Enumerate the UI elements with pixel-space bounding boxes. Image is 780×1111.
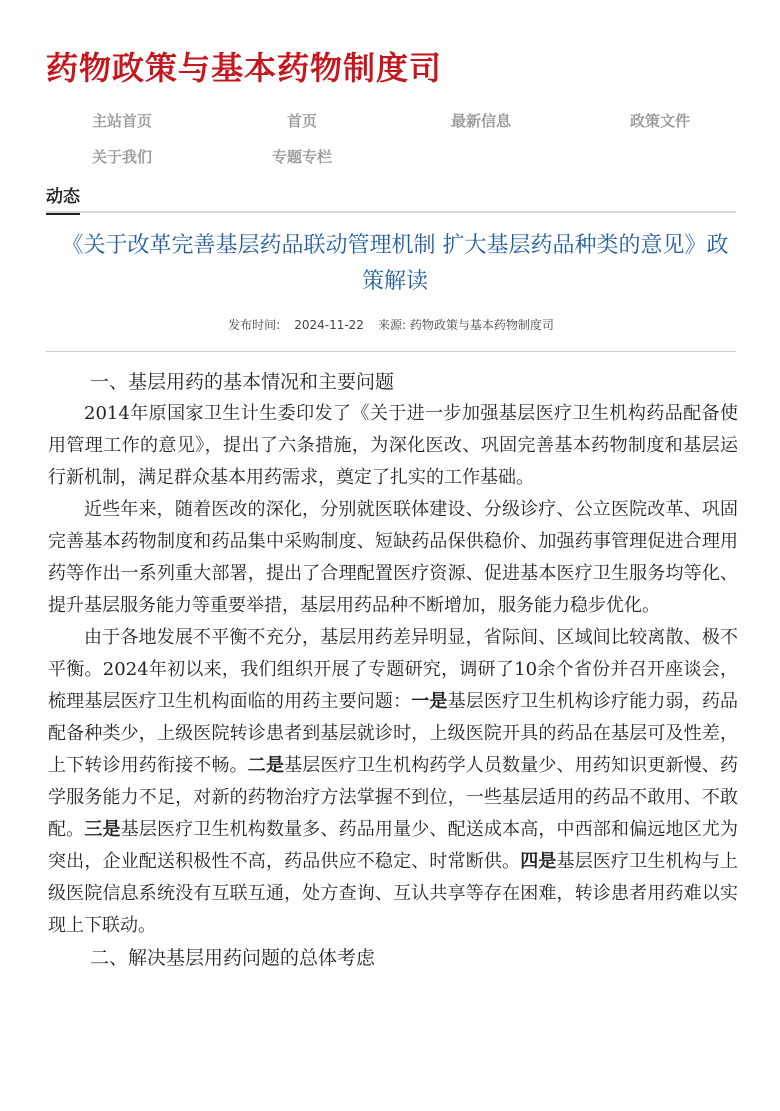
meta-divider — [46, 351, 736, 352]
point-text: 基层医疗卫生机构诊疗能力弱，药品配备种类少，上级医院转诊患者到基层就诊时，上级医院开具的药品在基层可及性差，上下转诊用药衔接不畅。 — [48, 691, 739, 776]
article-meta — [46, 315, 736, 335]
publish-date-label: 发布时间: — [228, 318, 281, 332]
article-body — [48, 366, 738, 974]
publish-date: 2024-11-22 — [294, 318, 364, 332]
paragraph: 2014年原国家卫生计生委印发了《关于进一步加强基层医疗卫生机构药品配备使用管理工作的意见》，提出了六条措施，为深化医改、巩固完善基本药物制度和基层运行新机制，满足群众基本用药需求，奠定了扎实的工作基础。 — [48, 403, 738, 488]
nav-item-home[interactable]: 首页 — [286, 112, 317, 130]
nav-item-latest-info[interactable]: 最新信息 — [450, 112, 511, 130]
point-marker: 二是 — [247, 755, 285, 776]
point-text: 基层医疗卫生机构与上级医院信息系统没有互联互通，处方查询、互认共享等存在困难，转诊患者用药难以实现上下联动。 — [48, 851, 739, 936]
nav-item-policy-documents[interactable]: 政策文件 — [629, 112, 690, 130]
point-marker: 一是 — [411, 691, 448, 712]
section-heading: 一、基层用药的基本情况和主要问题 — [90, 371, 395, 393]
section-heading: 二、解决基层用药问题的总体考虑 — [90, 947, 376, 969]
point-text: 基层医疗卫生机构数量多、药品用量少、配送成本高，中西部和偏远地区尤为突出，企业配送积极性不高，药品供应不稳定、时常断供。 — [48, 819, 739, 872]
source-label: 来源: — [377, 318, 406, 332]
point-marker: 四是 — [520, 851, 557, 872]
point-marker: 三是 — [84, 819, 121, 840]
nav-item-about-us[interactable]: 关于我们 — [91, 148, 152, 166]
paragraph — [48, 622, 738, 942]
paragraph: 近些年来，随着医改的深化，分别就医联体建设、分级诊疗、公立医院改革、巩固完善基本药物制度和药品集中采购制度、短缺药品保供稳价、加强药事管理促进合理用药等作出一系列重大部署，提出了合理配置医疗资源、促进基本医疗卫生服务均等化、提升基层服务能力等重要举措，基层用药品种不断增加，服务能力稳步优化。 — [48, 499, 738, 616]
nav-item-main-site-home[interactable]: 主站首页 — [91, 112, 152, 130]
site-title[interactable]: 药物政策与基本药物制度司 — [46, 49, 443, 87]
point-text: 基层医疗卫生机构药学人员数量少、用药知识更新慢、药学服务能力不足，对新的药物治疗方法掌握不到位，一些基层适用的药品不敢用、不敢配。 — [48, 755, 739, 840]
paragraph-intro: 由于各地发展不平衡不充分，基层用药差异明显，省际间、区域间比较离散、极不平衡。2024年初以来，我们组织开展了专题研究，调研了10余个省份并召开座谈会，梳理基层医疗卫生机构面临的用药主要问题： — [48, 627, 738, 712]
article-title: 《关于改革完善基层药品联动管理机制 扩大基层药品种类的意见》政策解读 — [61, 233, 729, 294]
section-divider — [46, 211, 736, 213]
nav-item-special-topics[interactable]: 专题专栏 — [271, 148, 332, 166]
section-label: 动态 — [46, 184, 80, 215]
source-value: 药物政策与基本药物制度司 — [409, 318, 554, 332]
